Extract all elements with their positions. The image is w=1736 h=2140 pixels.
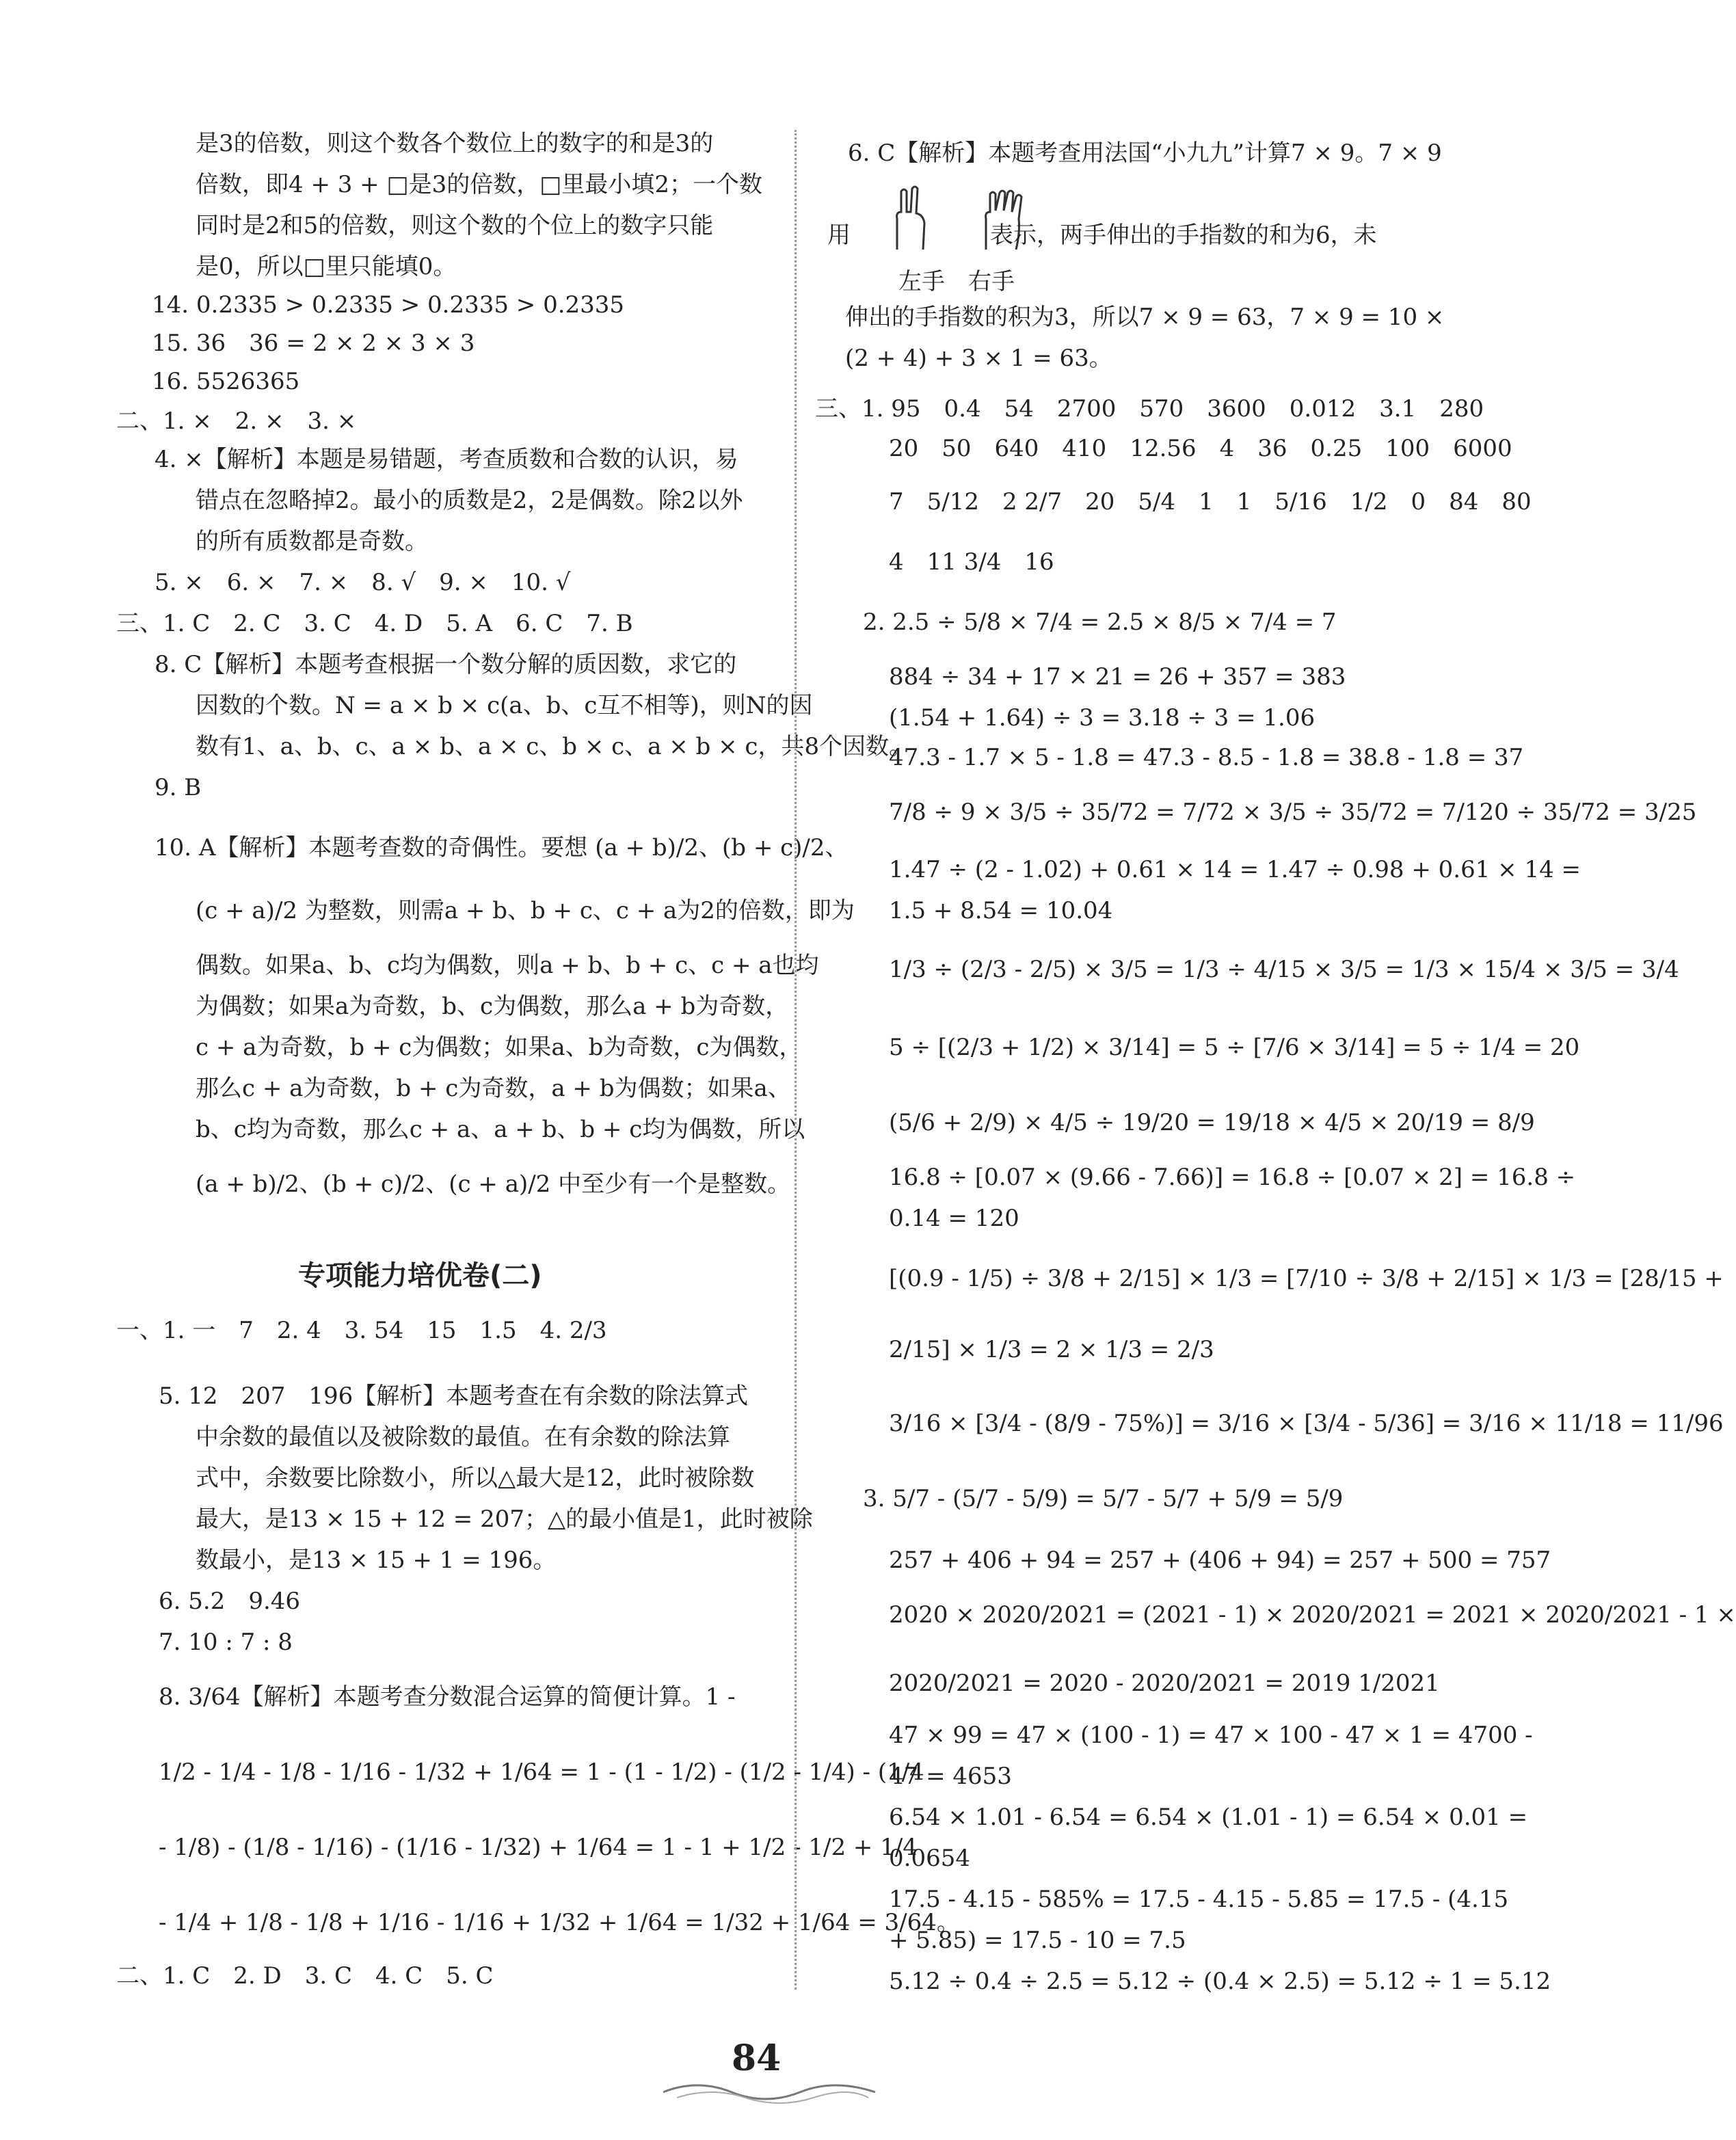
text-line: 倍数，即4 + 3 + □是3的倍数，□里最小填2；一个数 — [196, 171, 762, 198]
formula-line: 17.5 - 4.15 - 585% = 17.5 - 4.15 - 5.85 = 17.5 - (4.15 — [889, 1886, 1509, 1913]
text-line: 4. ×【解析】本题是易错题，考查质数和合数的认识，易 — [155, 446, 738, 473]
formula-line: 1.5 + 8.54 = 10.04 — [889, 897, 1113, 924]
page-number: 84 — [732, 2037, 782, 2079]
text-line: 10. A【解析】本题考查数的奇偶性。要想 (a + b)/2、(b + c)/2、 — [155, 834, 849, 861]
section-heading: 三、1. C 2. C 3. C 4. D 5. A 6. C 7. B — [116, 610, 633, 637]
text-line: 20 50 640 410 12.56 4 36 0.25 100 6000 — [889, 435, 1512, 462]
text-line: 8. C【解析】本题考查根据一个数分解的质因数，求它的 — [155, 651, 737, 678]
formula-line: 2/15] × 1/3 = 2 × 1/3 = 2/3 — [889, 1336, 1214, 1363]
text-line: b、c均为奇数，那么c + a、a + b、b + c均为偶数，所以 — [196, 1116, 805, 1143]
formula-line: 47 = 4653 — [889, 1763, 1012, 1790]
text-line: 的所有质数都是奇数。 — [196, 528, 428, 555]
formula-line: 5.12 ÷ 0.4 ÷ 2.5 = 5.12 ÷ (0.4 × 2.5) = 5.12 ÷ 1 = 5.12 — [889, 1968, 1551, 1995]
text-line: 是0，所以□里只能填0。 — [196, 253, 457, 280]
text-line: 数有1、a、b、c、a × b、a × c、b × c、a × b × c，共8个因数。 — [196, 733, 913, 760]
formula-line: 2020/2021 = 2020 - 2020/2021 = 2019 1/2021 — [889, 1670, 1440, 1697]
section-heading: 二、1. C 2. D 3. C 4. C 5. C — [116, 1962, 494, 1990]
formula-line: 1/2 - 1/4 - 1/8 - 1/16 - 1/32 + 1/64 = 1 - (1 - 1/2) - (1/2 - 1/4) - (1/4 — [159, 1758, 924, 1786]
text-line: 9. B — [155, 774, 202, 801]
formula-line: 3. 5/7 - (5/7 - 5/9) = 5/7 - 5/7 + 5/9 = 5/9 — [863, 1485, 1344, 1512]
text-line: 式中，余数要比除数小，所以△最大是12，此时被除数 — [196, 1464, 755, 1492]
text-line: 为偶数；如果a为奇数，b、c为偶数，那么a + b为奇数， — [196, 993, 789, 1020]
text-line: 错点在忽略掉2。最小的质数是2，2是偶数。除2以外 — [196, 487, 743, 514]
wave-ornament-icon — [656, 2078, 882, 2106]
text-line: 用 表示，两手伸出的手指数的和为6，未 — [827, 222, 1377, 249]
text-line: 是3的倍数，则这个数各个数位上的数字的和是3的 — [196, 130, 714, 157]
text-line: 5. 12 207 196【解析】本题考查在有余数的除法算式 — [159, 1382, 749, 1410]
text-line: (a + b)/2、(b + c)/2、(c + a)/2 中至少有一个是整数。 — [196, 1171, 791, 1198]
text-line: 5. × 6. × 7. × 8. √ 9. × 10. √ — [155, 569, 571, 596]
text-line: 数最小，是13 × 15 + 1 = 196。 — [196, 1547, 557, 1574]
formula-line: 2. 2.5 ÷ 5/8 × 7/4 = 2.5 × 8/5 × 7/4 = 7 — [863, 608, 1337, 636]
text-line: 4 11 3/4 16 — [889, 548, 1054, 576]
text-line: 8. 3/64【解析】本题考查分数混合运算的简便计算。1 - — [159, 1683, 736, 1711]
formula-line: - 1/4 + 1/8 - 1/8 + 1/16 - 1/16 + 1/32 + 1/64 = 1/32 + 1/64 = 3/64。 — [159, 1909, 960, 1936]
formula-line: 2020 × 2020/2021 = (2021 - 1) × 2020/2021 = 2021 × 2020/2021 - 1 × — [889, 1601, 1736, 1629]
text-line: 6. C【解析】本题考查用法国“小九九”计算7 × 9。7 × 9 — [848, 139, 1442, 167]
formula-line: 47 × 99 = 47 × (100 - 1) = 47 × 100 - 47 × 1 = 4700 - — [889, 1722, 1533, 1749]
text-line: 最大，是13 × 15 + 12 = 207；△的最小值是1，此时被除 — [196, 1506, 813, 1533]
formula-line: (1.54 + 1.64) ÷ 3 = 3.18 ÷ 3 = 1.06 — [889, 704, 1316, 732]
text-line: 15. 36 36 = 2 × 2 × 3 × 3 — [152, 330, 475, 357]
section-heading: 三、1. 95 0.4 54 2700 570 3600 0.012 3.1 280 — [815, 395, 1484, 423]
formula-line: 884 ÷ 34 + 17 × 21 = 26 + 357 = 383 — [889, 663, 1346, 691]
text-line: 偶数。如果a、b、c均为偶数，则a + b、b + c、c + a也均 — [196, 952, 819, 979]
text-line: 伸出的手指数的积为3，所以7 × 9 = 63，7 × 9 = 10 × — [845, 304, 1445, 331]
formula-line: 16.8 ÷ [0.07 × (9.66 - 7.66)] = 16.8 ÷ [0.07 × 2] = 16.8 ÷ — [889, 1164, 1576, 1191]
text-line: 中余数的最值以及被除数的最值。在有余数的除法算 — [196, 1423, 730, 1451]
formula-line: 7/8 ÷ 9 × 3/5 ÷ 35/72 = 7/72 × 3/5 ÷ 35/72 = 7/120 ÷ 35/72 = 3/25 — [889, 799, 1697, 826]
formula-line: 47.3 - 1.7 × 5 - 1.8 = 47.3 - 8.5 - 1.8 = 38.8 - 1.8 = 37 — [889, 744, 1524, 771]
text-line: 6. 5.2 9.46 — [159, 1588, 301, 1615]
column-divider — [794, 130, 797, 1990]
hand-labels: 左手 右手 — [898, 268, 1015, 295]
formula-line: + 5.85) = 17.5 - 10 = 7.5 — [889, 1927, 1186, 1954]
text-line: 那么c + a为奇数，b + c为奇数，a + b为偶数；如果a、 — [196, 1075, 791, 1102]
formula-line: 6.54 × 1.01 - 6.54 = 6.54 × (1.01 - 1) = 6.54 × 0.01 = — [889, 1804, 1528, 1831]
text-line: 14. 0.2335 > 0.2335 > 0.2335 > 0.2335 — [152, 291, 625, 319]
formula-line: 5 ÷ [(2/3 + 1/2) × 3/14] = 5 ÷ [7/6 × 3/14] = 5 ÷ 1/4 = 20 — [889, 1034, 1580, 1061]
formula-line: 1/3 ÷ (2/3 - 2/5) × 3/5 = 1/3 ÷ 4/15 × 3/5 = 1/3 × 15/4 × 3/5 = 3/4 — [889, 956, 1679, 983]
section-heading: 一、1. 一 7 2. 4 3. 54 15 1.5 4. 2/3 — [116, 1317, 607, 1344]
formula-line: 1.47 ÷ (2 - 1.02) + 0.61 × 14 = 1.47 ÷ 0.98 + 0.61 × 14 = — [889, 856, 1581, 883]
formula-line: 0.14 = 120 — [889, 1205, 1019, 1232]
text-line: (c + a)/2 为整数，则需a + b、b + c、c + a为2的倍数，即为 — [196, 897, 855, 924]
page-section-title: 专项能力培优卷(二) — [298, 1260, 542, 1292]
formula-line: 257 + 406 + 94 = 257 + (406 + 94) = 257 + 500 = 757 — [889, 1547, 1551, 1574]
section-heading: 二、1. × 2. × 3. × — [116, 407, 357, 435]
text-line: 因数的个数。N = a × b × c(a、b、c互不相等)，则N的因 — [196, 692, 813, 719]
text-line: 同时是2和5的倍数，则这个数的个位上的数字只能 — [196, 212, 714, 239]
text-line: 7. 10 : 7 : 8 — [159, 1629, 293, 1656]
formula-line: (5/6 + 2/9) × 4/5 ÷ 19/20 = 19/18 × 4/5 × 20/19 = 8/9 — [889, 1109, 1535, 1136]
text-line: 7 5/12 2 2/7 20 5/4 1 1 5/16 1/2 0 84 80 — [889, 488, 1532, 516]
formula-line: - 1/8) - (1/8 - 1/16) - (1/16 - 1/32) + 1/64 = 1 - 1 + 1/2 - 1/2 + 1/4 — [159, 1834, 918, 1861]
text-line: c + a为奇数，b + c为偶数；如果a、b为奇数，c为偶数， — [196, 1034, 803, 1061]
text-line: 16. 5526365 — [152, 368, 300, 395]
formula-line: 3/16 × [3/4 - (8/9 - 75%)] = 3/16 × [3/4 - 5/36] = 3/16 × 11/18 = 11/96 — [889, 1410, 1724, 1437]
formula-line: 0.0654 — [889, 1845, 970, 1872]
formula-line: [(0.9 - 1/5) ÷ 3/8 + 2/15] × 1/3 = [7/10 ÷ 3/8 + 2/15] × 1/3 = [28/15 + — [889, 1265, 1724, 1292]
text-line: (2 + 4) + 3 × 1 = 63。 — [845, 345, 1112, 372]
